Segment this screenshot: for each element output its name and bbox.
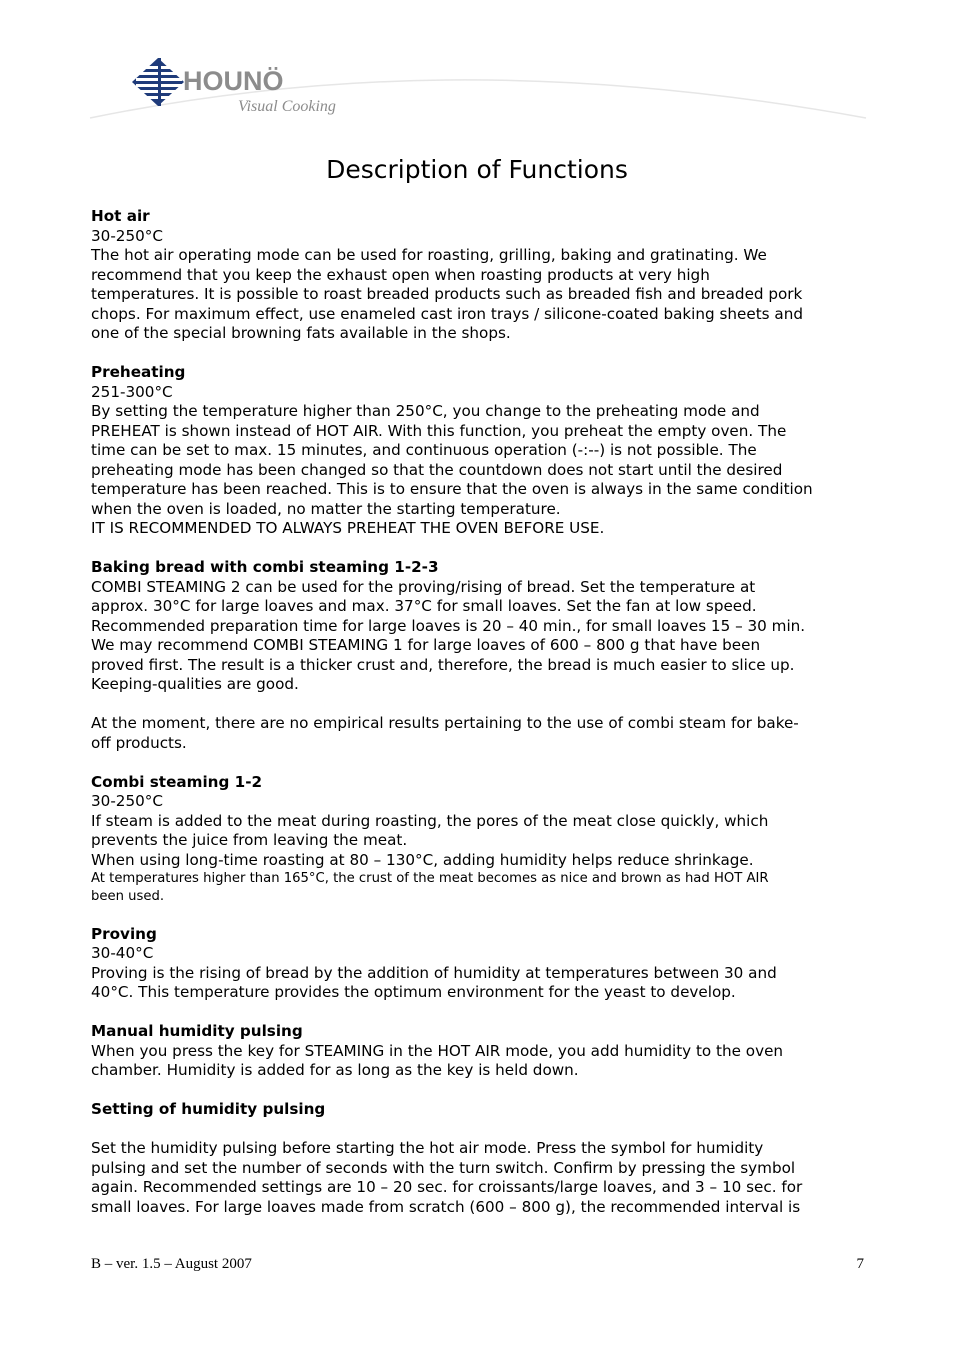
- section-heading: Baking bread with combi steaming 1-2-3: [91, 558, 439, 576]
- section-body: COMBI STEAMING 2 can be used for the proving/rising of bread. Set the temperature at approx. 30°C for large loaves and max. 37°C for small loaves. Set the fan at low speed. Recommended preparation time for large loaves is 20 – 40 min., for small loaves 15 – 30 min. We may recommend COMBI STEAMING 1 for large loaves of 600 – 800 g that have been proved first. The result is a thicker crust and, therefore, the bread is much easier to slice up. Keeping-qualities are good.: [91, 577, 806, 693]
- section-body: By setting the temperature higher than 250°C, you change to the preheating mode and PREHEAT is shown instead of HOT AIR. With this function, you preheat the empty oven. The time can be set to max. 15 minutes, and continuous operation (-:--) is not possible. The preheating mode has been changed so that the countdown does not start until the desired temperature has been reached. This is to ensure that the oven is always in the same condition when the oven is loaded, no matter the starting temperature. IT IS RECOMMENDED TO ALWAYS PREHEAT THE OVEN BEFORE USE.: [91, 402, 813, 537]
- document-body: [91, 207, 866, 1217]
- section-note: At the moment, there are no empirical results pertaining to the use of combi steam for bake- off products.: [91, 714, 799, 752]
- section-manual-humidity: [91, 1022, 866, 1081]
- section-heading: Preheating: [91, 363, 186, 381]
- section-combi-steaming: [91, 773, 866, 906]
- section-body: When you press the key for STEAMING in the HOT AIR mode, you add humidity to the oven chamber. Humidity is added for as long as the key is held down.: [91, 1041, 784, 1079]
- section-heading: Proving: [91, 924, 157, 943]
- temperature-range: 30-250°C: [91, 226, 163, 245]
- section-body: Proving is the rising of bread by the addition of humidity at temperatures between 30 and 40°C. This temperature provides the optimum environment for the yeast to develop.: [91, 963, 777, 1001]
- section-proving: [91, 925, 866, 1003]
- section-heading: Hot air: [91, 207, 150, 225]
- footer-version: B – ver. 1.5 – August 2007: [91, 1256, 252, 1272]
- hounoe-logo: [86, 52, 870, 127]
- section-heading: Manual humidity pulsing: [91, 1022, 303, 1040]
- page-title: Description of Functions: [326, 155, 628, 184]
- temperature-range: 30-250°C: [91, 792, 163, 810]
- section-heading: Setting of humidity pulsing: [91, 1100, 326, 1118]
- logo-tagline: Visual Cooking: [238, 98, 336, 115]
- temperature-range: 30-40°C: [91, 944, 154, 962]
- temperature-range: 251-300°C: [91, 382, 173, 401]
- page-header: [86, 52, 870, 127]
- section-small-note: At temperatures higher than 165°C, the crust of the meat becomes as nice and brown as had HOT AIR been used.: [91, 871, 769, 904]
- section-hot-air: [91, 207, 866, 344]
- section-body: The hot air operating mode can be used for roasting, grilling, baking and gratinating. We recommend that you keep the exhaust open when roasting products at very high temperatures. It is possible to roast breaded products such as breaded fish and breaded pork chops. For maximum effect, use enameled cast iron trays / silicone-coated baking sheets and one of the special browning fats available in the shops.: [91, 246, 803, 342]
- section-baking-bread: [91, 558, 866, 753]
- section-setting-humidity: [91, 1100, 866, 1217]
- section-preheating: [91, 363, 866, 539]
- logo-emblem-icon: [132, 58, 184, 106]
- logo-wordmark: HOUNÖ: [183, 66, 284, 96]
- section-body: If steam is added to the meat during roasting, the pores of the meat close quickly, which prevents the juice from leaving the meat. When using long-time roasting at 80 – 130°C, adding humidity helps reduce shrinkage.: [91, 811, 769, 869]
- section-heading: Combi steaming 1-2: [91, 772, 263, 791]
- section-body: Set the humidity pulsing before starting the hot air mode. Press the symbol for humidity pulsing and set the number of seconds with the turn switch. Confirm by pressing the symbol again. Recommended settings are 10 – 20 sec. for croissants/large loaves, and 3 – 10 sec. for small loaves. For large loaves made from scratch (600 – 800 g), the recommended interval is: [91, 1139, 803, 1216]
- page-number: 7: [856, 1256, 864, 1272]
